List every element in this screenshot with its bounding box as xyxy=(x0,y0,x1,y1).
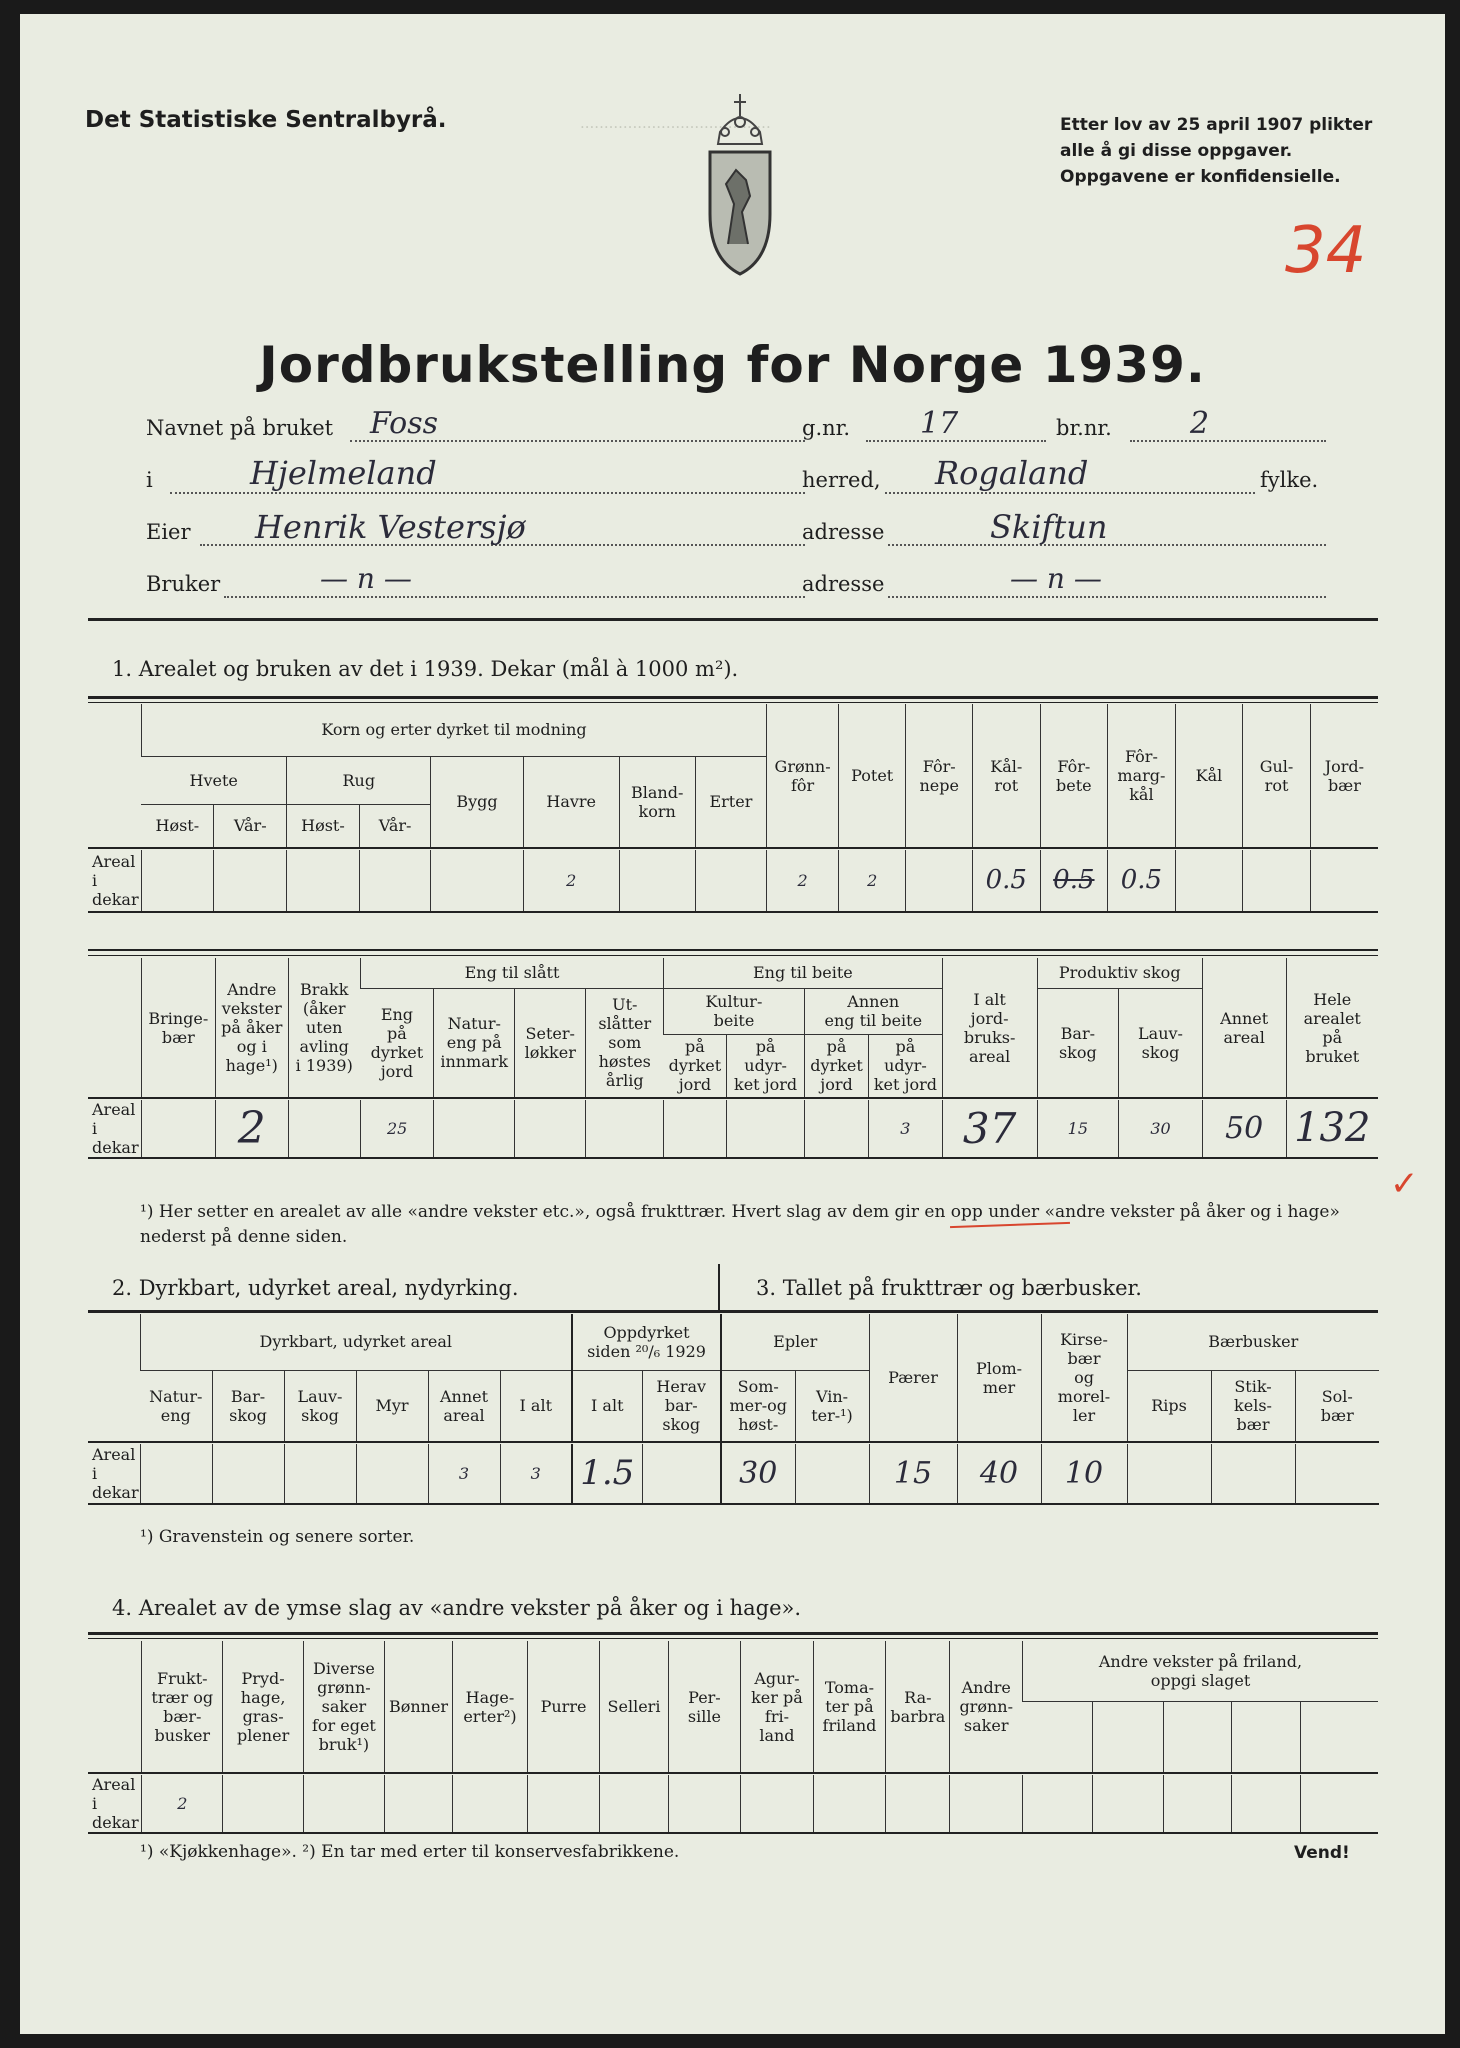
col-persille: Per- sille xyxy=(668,1641,741,1773)
brnr-label: br.nr. xyxy=(1056,416,1112,440)
val-prydhage xyxy=(223,1775,304,1833)
val-rug-host xyxy=(287,850,360,912)
col-diverse: Diverse grønn- saker for eget bruk¹) xyxy=(304,1641,385,1773)
oppdyrket-group: Oppdyrket siden ²⁰/₆ 1929 xyxy=(572,1314,720,1370)
col-barskog: Bar- skog xyxy=(1037,988,1119,1098)
navn-label: Navnet på bruket xyxy=(146,416,334,440)
friland-slot xyxy=(1022,1701,1092,1773)
val-seterlokker xyxy=(515,1100,586,1158)
col-formargkal: Fôr- marg- kål xyxy=(1108,704,1176,848)
col-annen-udyrket: på udyr- ket jord xyxy=(869,1034,943,1098)
col-gronnfor: Grønn- fôr xyxy=(767,704,839,848)
col-lauvskog: Lauv- skog xyxy=(1119,988,1203,1098)
val-oppdyrket: 1.5 xyxy=(572,1444,642,1504)
val-friland xyxy=(1232,1775,1300,1833)
val-jordbaer xyxy=(1310,850,1378,912)
col-bygg: Bygg xyxy=(431,756,523,848)
section1-heading: 1. Arealet og bruken av det i 1939. Dekar (mål à 1000 m²). xyxy=(112,657,739,681)
dotted-line xyxy=(885,492,1255,494)
val-i-alt: 37 xyxy=(942,1100,1037,1158)
col-hele-arealet: Hele arealet på bruket xyxy=(1286,958,1378,1098)
row-label: Areal i dekar xyxy=(88,850,141,912)
val-friland xyxy=(1300,1775,1378,1833)
divider xyxy=(88,1638,1378,1639)
andre-friland-group: Andre vekster på friland, oppgi slaget xyxy=(1022,1641,1378,1701)
val-bygg xyxy=(431,850,523,912)
val-friland xyxy=(1022,1775,1092,1833)
col-tomater: Toma- ter på friland xyxy=(813,1641,886,1773)
section1-footnote: ¹) Her setter en arealet av alle «andre vekster etc.», også frukttrær. Hvert slag av dem gir en opp under «andre vekster på åker og i hage» nederst på denne siden. xyxy=(140,1202,1340,1247)
col-seterlokker: Seter- løkker xyxy=(515,988,586,1098)
bruker-label: Bruker xyxy=(146,572,221,596)
val-purre xyxy=(527,1775,600,1833)
col-andre-vekster: Andre vekster på åker og i hage¹) xyxy=(216,958,288,1098)
col-kirsebaer: Kirse- bær og morel- ler xyxy=(1041,1314,1127,1442)
eng-beite-group: Eng til beite xyxy=(664,958,943,988)
herred-value: Hjelmeland xyxy=(250,454,437,492)
val-rabarbra xyxy=(886,1775,950,1833)
col-brakk: Brakk (åker uten avling i 1939) xyxy=(288,958,360,1098)
val-fornepe xyxy=(906,850,973,912)
col-natureng: Natur- eng xyxy=(149,1386,203,1425)
section1-table2 xyxy=(88,958,1378,1159)
col-blandkorn: Bland- korn xyxy=(619,756,695,848)
blank-cell xyxy=(88,1641,142,1773)
val-kal xyxy=(1175,850,1243,912)
val-kultur-udyrket xyxy=(727,1100,805,1158)
eng-slatt-group: Eng til slått xyxy=(360,958,663,988)
notice-line: alle å gi disse oppgaver. xyxy=(1060,141,1293,161)
val-bonner xyxy=(384,1775,452,1833)
col-naturemg: Natur- eng på innmark xyxy=(434,988,515,1098)
col-annen-eng: Annen eng til beite xyxy=(804,988,942,1034)
col-stikkelsbaer: Stik- kels- bær xyxy=(1211,1370,1295,1442)
gnr-label: g.nr. xyxy=(802,416,851,440)
col-forbete: Fôr- bete xyxy=(1040,704,1108,848)
col-i-alt-jordbruk: I alt jord- bruks- areal xyxy=(942,958,1037,1098)
val-havre: 2 xyxy=(523,850,619,912)
divider xyxy=(718,1264,720,1310)
col-erter: Erter xyxy=(695,756,767,848)
col-annen-dyrket: på dyrket jord xyxy=(804,1034,868,1098)
col-fornepe: Fôr- nepe xyxy=(906,704,973,848)
i-label: i xyxy=(146,468,153,492)
col-vinter: Vin- ter-¹) xyxy=(795,1370,869,1442)
val-kirsebaer: 10 xyxy=(1041,1444,1127,1504)
val-annen-dyrket xyxy=(804,1100,868,1158)
val-persille xyxy=(668,1775,741,1833)
val-herav-barskog xyxy=(642,1444,720,1504)
dotted-line xyxy=(1130,440,1326,442)
val-gulrot xyxy=(1243,850,1311,912)
coat-of-arms-icon xyxy=(690,84,790,284)
section4-heading: 4. Arealet av de ymse slag av «andre vekster på åker og i hage». xyxy=(112,1596,802,1620)
val-annen-udyrket: 3 xyxy=(869,1100,943,1158)
val-diverse xyxy=(304,1775,385,1833)
row-label: Areal i dekar xyxy=(88,1100,141,1158)
val-solbaer xyxy=(1295,1444,1379,1504)
divider xyxy=(88,618,1378,621)
section1-table1 xyxy=(88,704,1378,913)
census-form-page xyxy=(20,14,1445,2034)
notice-line: Oppgavene er konfidensielle. xyxy=(1060,167,1341,187)
val-formargkal: 0.5 xyxy=(1108,850,1176,912)
val-rug-var xyxy=(359,850,431,912)
col-oppdyrket-i-alt: I alt xyxy=(572,1370,642,1442)
friland-slot xyxy=(1300,1701,1378,1773)
fylke-label: fylke. xyxy=(1260,468,1319,492)
val-natureng xyxy=(140,1444,212,1504)
val-plommer: 40 xyxy=(957,1444,1041,1504)
val-hvete-var xyxy=(214,850,287,912)
col-kultur-dyrket: på dyrket jord xyxy=(668,1037,722,1095)
col-hageerter: Hage- erter²) xyxy=(453,1641,528,1773)
dotted-line xyxy=(170,492,805,494)
col-potet: Potet xyxy=(838,704,906,848)
col-prydhage: Pryd- hage, gras- plener xyxy=(223,1641,304,1773)
row-label: Areal i dekar xyxy=(88,1444,140,1504)
fylke-value: Rogaland xyxy=(935,454,1089,492)
divider xyxy=(88,949,1378,951)
col-gulrot: Gul- rot xyxy=(1243,704,1311,848)
eier-adresse-label: adresse xyxy=(802,520,885,544)
val-stikkelsbaer xyxy=(1211,1444,1295,1504)
section3-heading: 3. Tallet på frukttrær og bærbusker. xyxy=(756,1276,1142,1300)
col-kalrot: Kål- rot xyxy=(973,704,1041,848)
row-label: Areal i dekar xyxy=(88,1775,142,1833)
col-barskog: Bar- skog xyxy=(212,1370,284,1442)
dyrkbart-group: Dyrkbart, udyrket areal xyxy=(140,1314,572,1370)
val-lauvskog: 30 xyxy=(1119,1100,1203,1158)
herred-label: herred, xyxy=(802,468,881,492)
divider xyxy=(88,1310,1378,1313)
blank-cell xyxy=(88,704,141,848)
col-lauvskog: Lauv- skog xyxy=(284,1370,356,1442)
col-bonner: Bønner xyxy=(384,1641,452,1773)
col-kal: Kål xyxy=(1175,704,1243,848)
col-frukttraer: Frukt- trær og bær- busker xyxy=(142,1641,223,1773)
val-selleri xyxy=(600,1775,668,1833)
val-lauvskog xyxy=(284,1444,356,1504)
korn-group-header: Korn og erter dyrket til modning xyxy=(141,704,767,756)
eier-label: Eier xyxy=(146,520,191,544)
col-herav-barskog: Herav bar- skog xyxy=(642,1370,720,1442)
val-friland xyxy=(1163,1775,1231,1833)
col-rips: Rips xyxy=(1127,1370,1211,1442)
val-bringebaer xyxy=(141,1100,215,1158)
bruker-value: — n — xyxy=(320,562,412,595)
val-gronnfor: 2 xyxy=(767,850,839,912)
val-frukttraer: 2 xyxy=(142,1775,223,1833)
val-sommer: 30 xyxy=(721,1444,795,1504)
check-mark-icon: ✓ xyxy=(1390,1164,1419,1204)
col-sommer: Som- mer-og høst- xyxy=(729,1377,788,1435)
col-bringebaer: Bringe- bær xyxy=(141,958,215,1098)
col-jordbaer: Jord- bær xyxy=(1310,704,1378,848)
val-myr xyxy=(356,1444,428,1504)
col-agurker: Agur- ker på fri- land xyxy=(741,1641,814,1773)
val-annet: 3 xyxy=(428,1444,500,1504)
page-title: Jordbrukstelling for Norge 1939. xyxy=(259,336,1206,394)
col-eng-dyrket: Eng på dyrket jord xyxy=(370,1004,424,1081)
val-hageerter xyxy=(453,1775,528,1833)
val-erter xyxy=(695,850,767,912)
val-paerer: 15 xyxy=(869,1444,957,1504)
val-kultur-dyrket xyxy=(664,1100,727,1158)
col-solbaer: Sol- bær xyxy=(1295,1370,1379,1442)
col-annet-areal: Annet areal xyxy=(1202,958,1286,1098)
col-myr: Myr xyxy=(356,1370,428,1442)
blank-cell xyxy=(88,1314,140,1442)
col-hvete-host: Høst- xyxy=(155,816,200,836)
col-kultur-udyrket: på udyr- ket jord xyxy=(727,1034,805,1098)
friland-slot xyxy=(1093,1701,1163,1773)
col-plommer: Plom- mer xyxy=(957,1314,1041,1442)
val-utslatter xyxy=(586,1100,664,1158)
notice-line: Etter lov av 25 april 1907 plikter xyxy=(1060,115,1373,135)
divider xyxy=(88,1632,1378,1635)
val-forbete: 0.5 xyxy=(1040,850,1108,912)
val-blandkorn xyxy=(619,850,695,912)
friland-slot xyxy=(1232,1701,1300,1773)
col-selleri: Selleri xyxy=(600,1641,668,1773)
bruker-adresse-label: adresse xyxy=(802,572,885,596)
gnr-value: 17 xyxy=(920,406,959,441)
col-annet-areal: Annet areal xyxy=(428,1370,500,1442)
val-barskog xyxy=(212,1444,284,1504)
col-utslatter: Ut- slåtter som høstes årlig xyxy=(586,988,664,1098)
col-andre-gronnsaker: Andre grønn- saker xyxy=(950,1641,1023,1773)
val-hvete-host xyxy=(141,850,214,912)
col-hvete-var: Vår- xyxy=(214,804,287,848)
eier-value: Henrik Vestersjø xyxy=(255,508,526,546)
val-kalrot: 0.5 xyxy=(973,850,1041,912)
val-tomater xyxy=(813,1775,886,1833)
val-potet: 2 xyxy=(838,850,906,912)
legal-notice xyxy=(1060,112,1372,190)
col-rug-host: Høst- xyxy=(287,804,360,848)
vend-label: Vend! xyxy=(1294,1843,1350,1863)
val-rips xyxy=(1127,1444,1211,1504)
section2-footnote: ¹) Gravenstein og senere sorter. xyxy=(140,1527,415,1547)
val-vinter xyxy=(795,1444,869,1504)
divider xyxy=(88,696,1378,699)
val-andre-vekster: 2 xyxy=(216,1100,288,1158)
section4-footnote: ¹) «Kjøkkenhage». ²) En tar med erter til konservesfabrikkene. xyxy=(140,1842,680,1862)
bleed-through-text: ........................................ xyxy=(580,114,771,132)
val-eng-dyrket: 25 xyxy=(360,1100,433,1158)
val-agurker xyxy=(741,1775,814,1833)
eier-adresse-value: Skiftun xyxy=(990,508,1108,546)
dotted-line xyxy=(888,596,1326,598)
col-paerer: Pærer xyxy=(869,1314,957,1442)
col-purre: Purre xyxy=(527,1641,600,1773)
col-epler: Epler xyxy=(721,1314,869,1370)
baerbusker-group: Bærbusker xyxy=(1127,1314,1379,1370)
section2-table xyxy=(88,1314,720,1505)
divider xyxy=(88,955,1378,956)
val-friland xyxy=(1093,1775,1163,1833)
brnr-value: 2 xyxy=(1190,406,1210,441)
val-andre-gronnsaker xyxy=(950,1775,1023,1833)
agency-name: Det Statistiske Sentralbyrå. xyxy=(85,107,447,133)
val-annet: 50 xyxy=(1202,1100,1286,1158)
col-havre: Havre xyxy=(523,756,619,848)
val-brakk xyxy=(288,1100,360,1158)
col-rug-var: Vår- xyxy=(359,804,431,848)
section2-heading: 2. Dyrkbart, udyrket areal, nydyrking. xyxy=(112,1276,519,1300)
friland-slot xyxy=(1163,1701,1231,1773)
col-hvete: Hvete xyxy=(141,756,286,804)
col-rug: Rug xyxy=(287,756,431,804)
divider xyxy=(88,702,1378,703)
bruker-adresse-value: — n — xyxy=(1010,562,1102,595)
col-kulturbeite: Kultur- beite xyxy=(664,988,805,1034)
skog-group: Produktiv skog xyxy=(1037,958,1202,988)
val-i-alt: 3 xyxy=(500,1444,572,1504)
section3-table xyxy=(720,1314,1379,1505)
val-naturemg xyxy=(434,1100,515,1158)
col-rabarbra: Ra- barbra xyxy=(886,1641,950,1773)
section4-table xyxy=(88,1641,1378,1834)
val-hele: 132 xyxy=(1286,1100,1378,1158)
col-i-alt: I alt xyxy=(500,1370,572,1442)
navn-value: Foss xyxy=(370,406,439,441)
blank-cell xyxy=(88,958,141,1098)
stamp-number: 34 xyxy=(1285,214,1367,288)
dotted-line xyxy=(224,596,805,598)
val-barskog: 15 xyxy=(1037,1100,1119,1158)
